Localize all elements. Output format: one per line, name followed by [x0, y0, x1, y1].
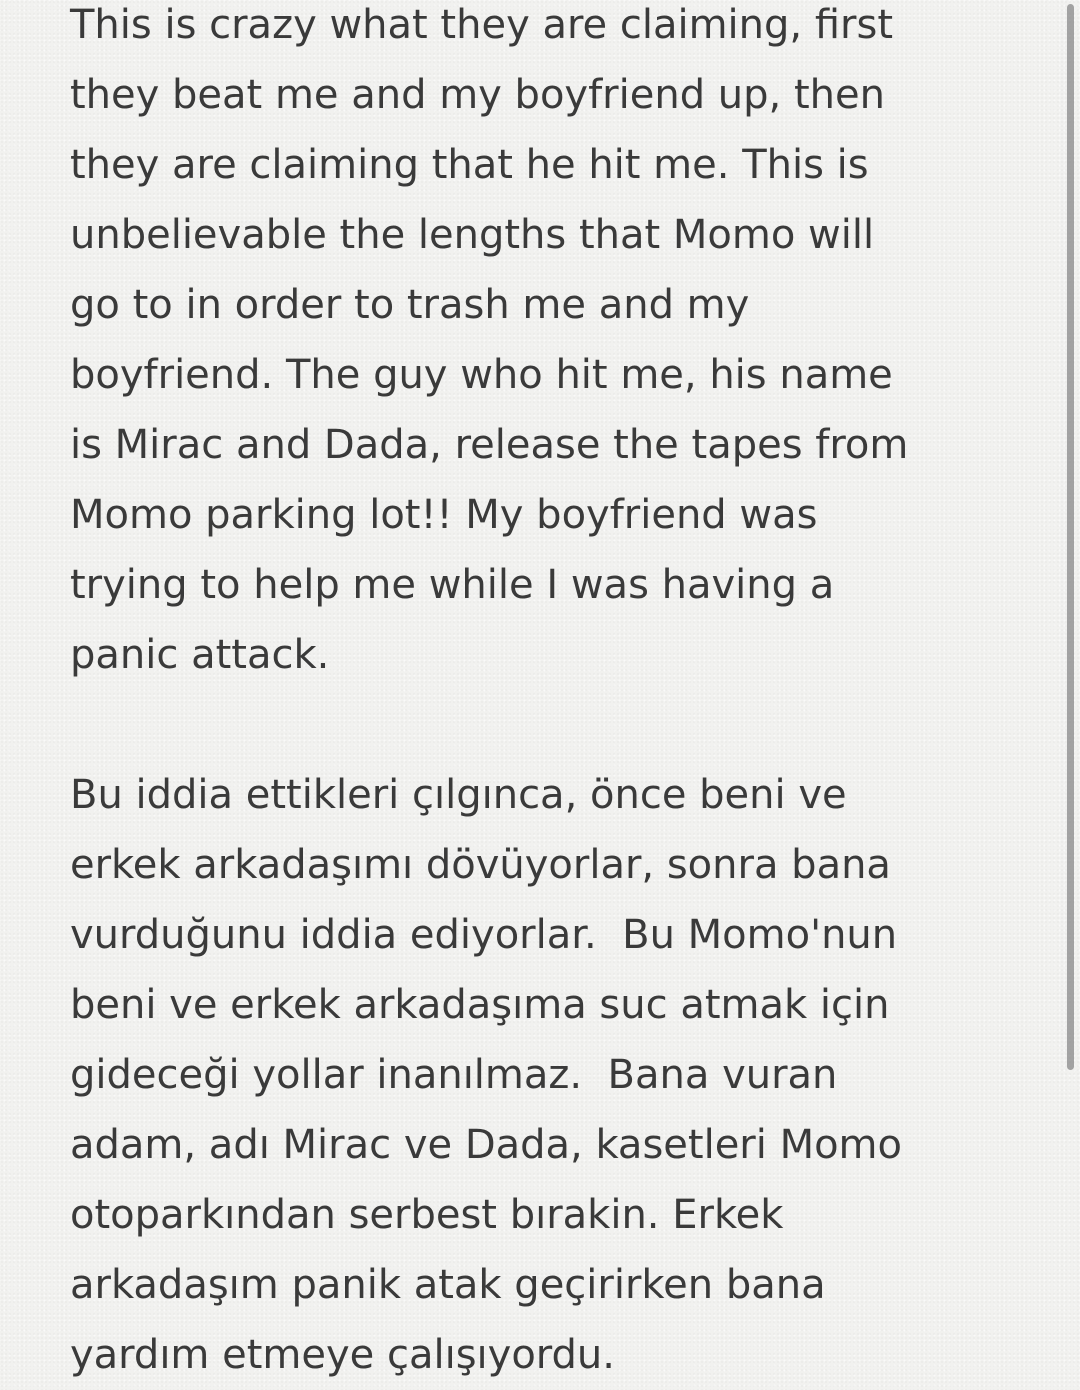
note-line: Bu iddia ettikleri çılgınca, önce beni ve: [70, 772, 847, 818]
note-text-area[interactable]: [70, 0, 1060, 1390]
note-line: arkadaşım panik atak geçirirken bana: [70, 1262, 826, 1308]
note-line: yardım etmeye çalışıyordu.: [70, 1332, 615, 1378]
note-line: Momo parking lot!! My boyfriend was: [70, 492, 818, 538]
paragraph-gap: [70, 690, 1060, 760]
note-line: vurduğunu iddia ediyorlar. Bu Momo'nun: [70, 912, 898, 958]
note-line: boyfriend. The guy who hit me, his name: [70, 352, 893, 398]
note-line: erkek arkadaşımı dövüyorlar, sonra bana: [70, 842, 891, 888]
note-line: trying to help me while I was having a: [70, 562, 835, 608]
note-line: they are claiming that he hit me. This is: [70, 142, 869, 188]
note-line: is Mirac and Dada, release the tapes from: [70, 422, 909, 468]
note-line: adam, adı Mirac ve Dada, kasetleri Momo: [70, 1122, 902, 1168]
scrollbar-thumb[interactable]: [1067, 4, 1074, 1070]
note-line: panic attack.: [70, 632, 330, 678]
note-line: go to in order to trash me and my: [70, 282, 750, 328]
note-line: This is crazy what they are claiming, first: [70, 2, 894, 48]
note-line: unbelievable the lengths that Momo will: [70, 212, 875, 258]
note-line: otoparkından serbest bırakin. Erkek: [70, 1192, 784, 1238]
note-line: gideceği yollar inanılmaz. Bana vuran: [70, 1052, 838, 1098]
note-line: beni ve erkek arkadaşıma suc atmak için: [70, 982, 890, 1028]
vertical-scrollbar[interactable]: [1064, 0, 1080, 1350]
note-line: they beat me and my boyfriend up, then: [70, 72, 885, 118]
